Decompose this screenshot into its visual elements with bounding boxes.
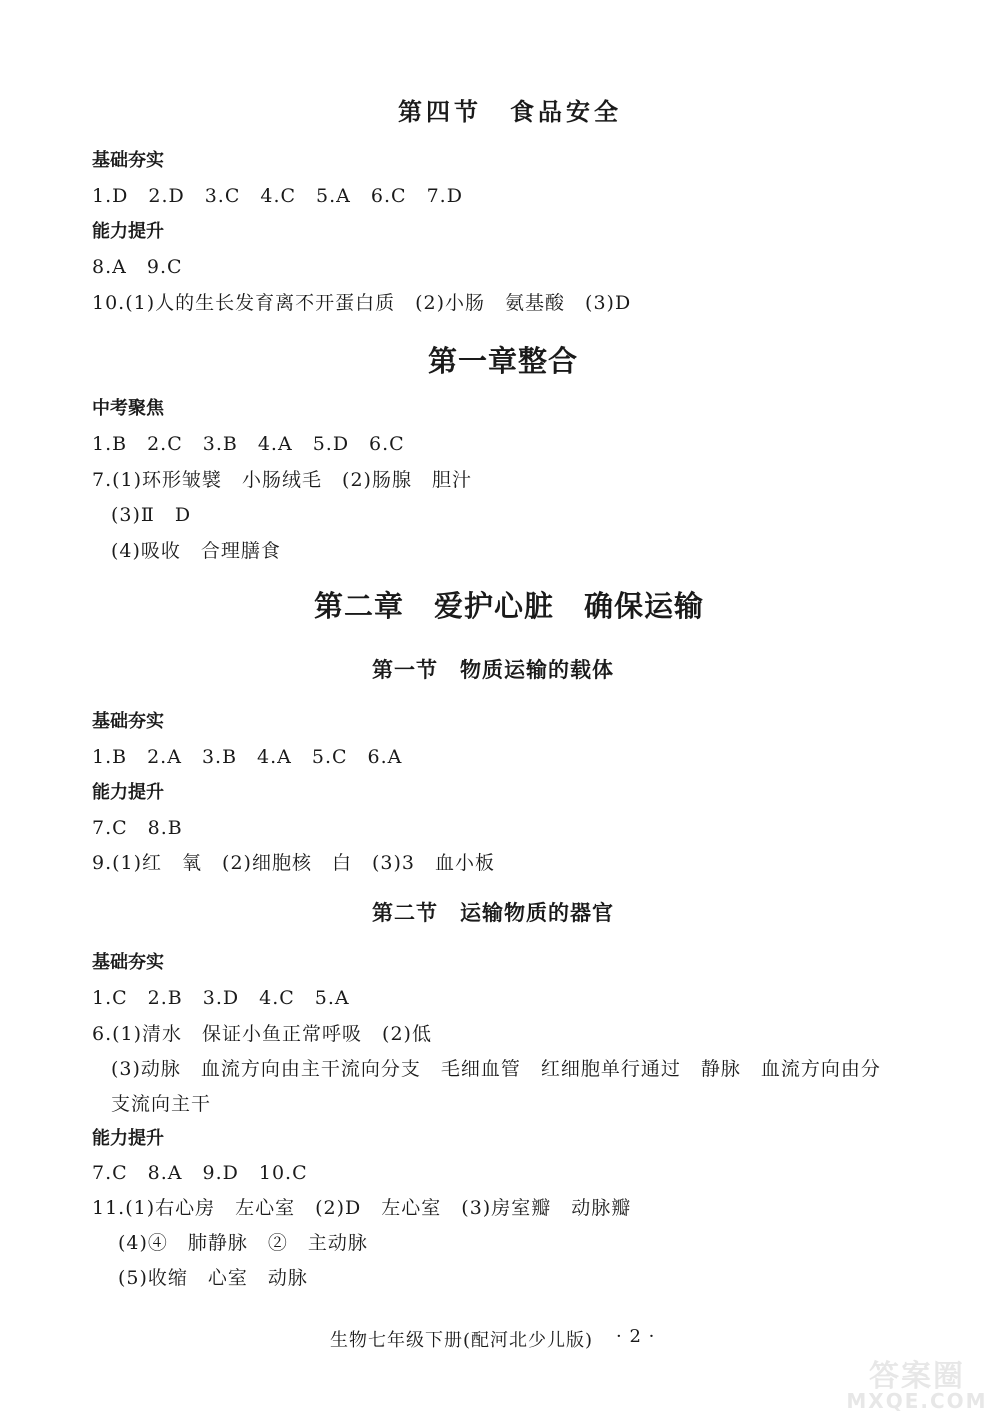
watermark-logo <box>842 1351 992 1417</box>
answer-line: 1.B 2.C 3.B 4.A 5.D 6.C <box>92 433 405 455</box>
watermark-url: MXQE.COM <box>846 1389 988 1413</box>
ability-label: 能力提升 <box>92 221 164 242</box>
section-title: 第一节 物质运输的载体 <box>372 658 614 682</box>
ability-label: 能力提升 <box>92 1128 164 1149</box>
answer-line: (3)动脉 血流方向由主干流向分支 毛细血管 红细胞单行通过 静脉 血流方向由分 <box>111 1058 881 1080</box>
basic-label: 基础夯实 <box>92 952 164 973</box>
answer-line: 8.A 9.C <box>92 256 183 278</box>
answer-line: 9.(1)红 氧 (2)细胞核 白 (3)3 血小板 <box>92 852 495 874</box>
answer-line: 1.D 2.D 3.C 4.C 5.A 6.C 7.D <box>92 185 463 207</box>
answer-line: 7.C 8.B <box>92 817 183 839</box>
answer-line: (3)Ⅱ D <box>111 504 192 526</box>
basic-label: 基础夯实 <box>92 711 164 732</box>
section-title: 第四节 食品安全 <box>398 98 622 126</box>
answer-line: 支流向主干 <box>111 1093 212 1115</box>
ability-label: 能力提升 <box>92 782 164 803</box>
chapter-summary-title: 第一章整合 <box>428 344 579 378</box>
page-number: · 2 · <box>616 1326 656 1347</box>
answer-line: 10.(1)人的生长发育离不开蛋白质 (2)小肠 氨基酸 (3)D <box>92 292 632 314</box>
answer-line: 6.(1)清水 保证小鱼正常呼吸 (2)低 <box>92 1023 432 1045</box>
answer-line: (4)④ 肺静脉 ② 主动脉 <box>118 1232 368 1254</box>
watermark-text: 答案圈 <box>869 1359 965 1394</box>
answer-line: (5)收缩 心室 动脉 <box>118 1267 308 1289</box>
answer-line: 1.B 2.A 3.B 4.A 5.C 6.A <box>92 746 403 768</box>
footer-book-title: 生物七年级下册(配河北少儿版) <box>330 1330 594 1351</box>
chapter-title: 第二章 爱护心脏 确保运输 <box>314 589 705 623</box>
answer-line: 1.C 2.B 3.D 4.C 5.A <box>92 987 350 1009</box>
answer-line: 11.(1)右心房 左心室 (2)D 左心室 (3)房室瓣 动脉瓣 <box>92 1197 632 1219</box>
answer-line: (4)吸收 合理膳食 <box>111 540 281 562</box>
basic-label: 基础夯实 <box>92 150 164 171</box>
focus-label: 中考聚焦 <box>92 398 164 419</box>
section-title: 第二节 运输物质的器官 <box>372 901 614 925</box>
answer-line: 7.(1)环形皱襞 小肠绒毛 (2)肠腺 胆汁 <box>92 469 472 491</box>
answer-line: 7.C 8.A 9.D 10.C <box>92 1162 308 1184</box>
